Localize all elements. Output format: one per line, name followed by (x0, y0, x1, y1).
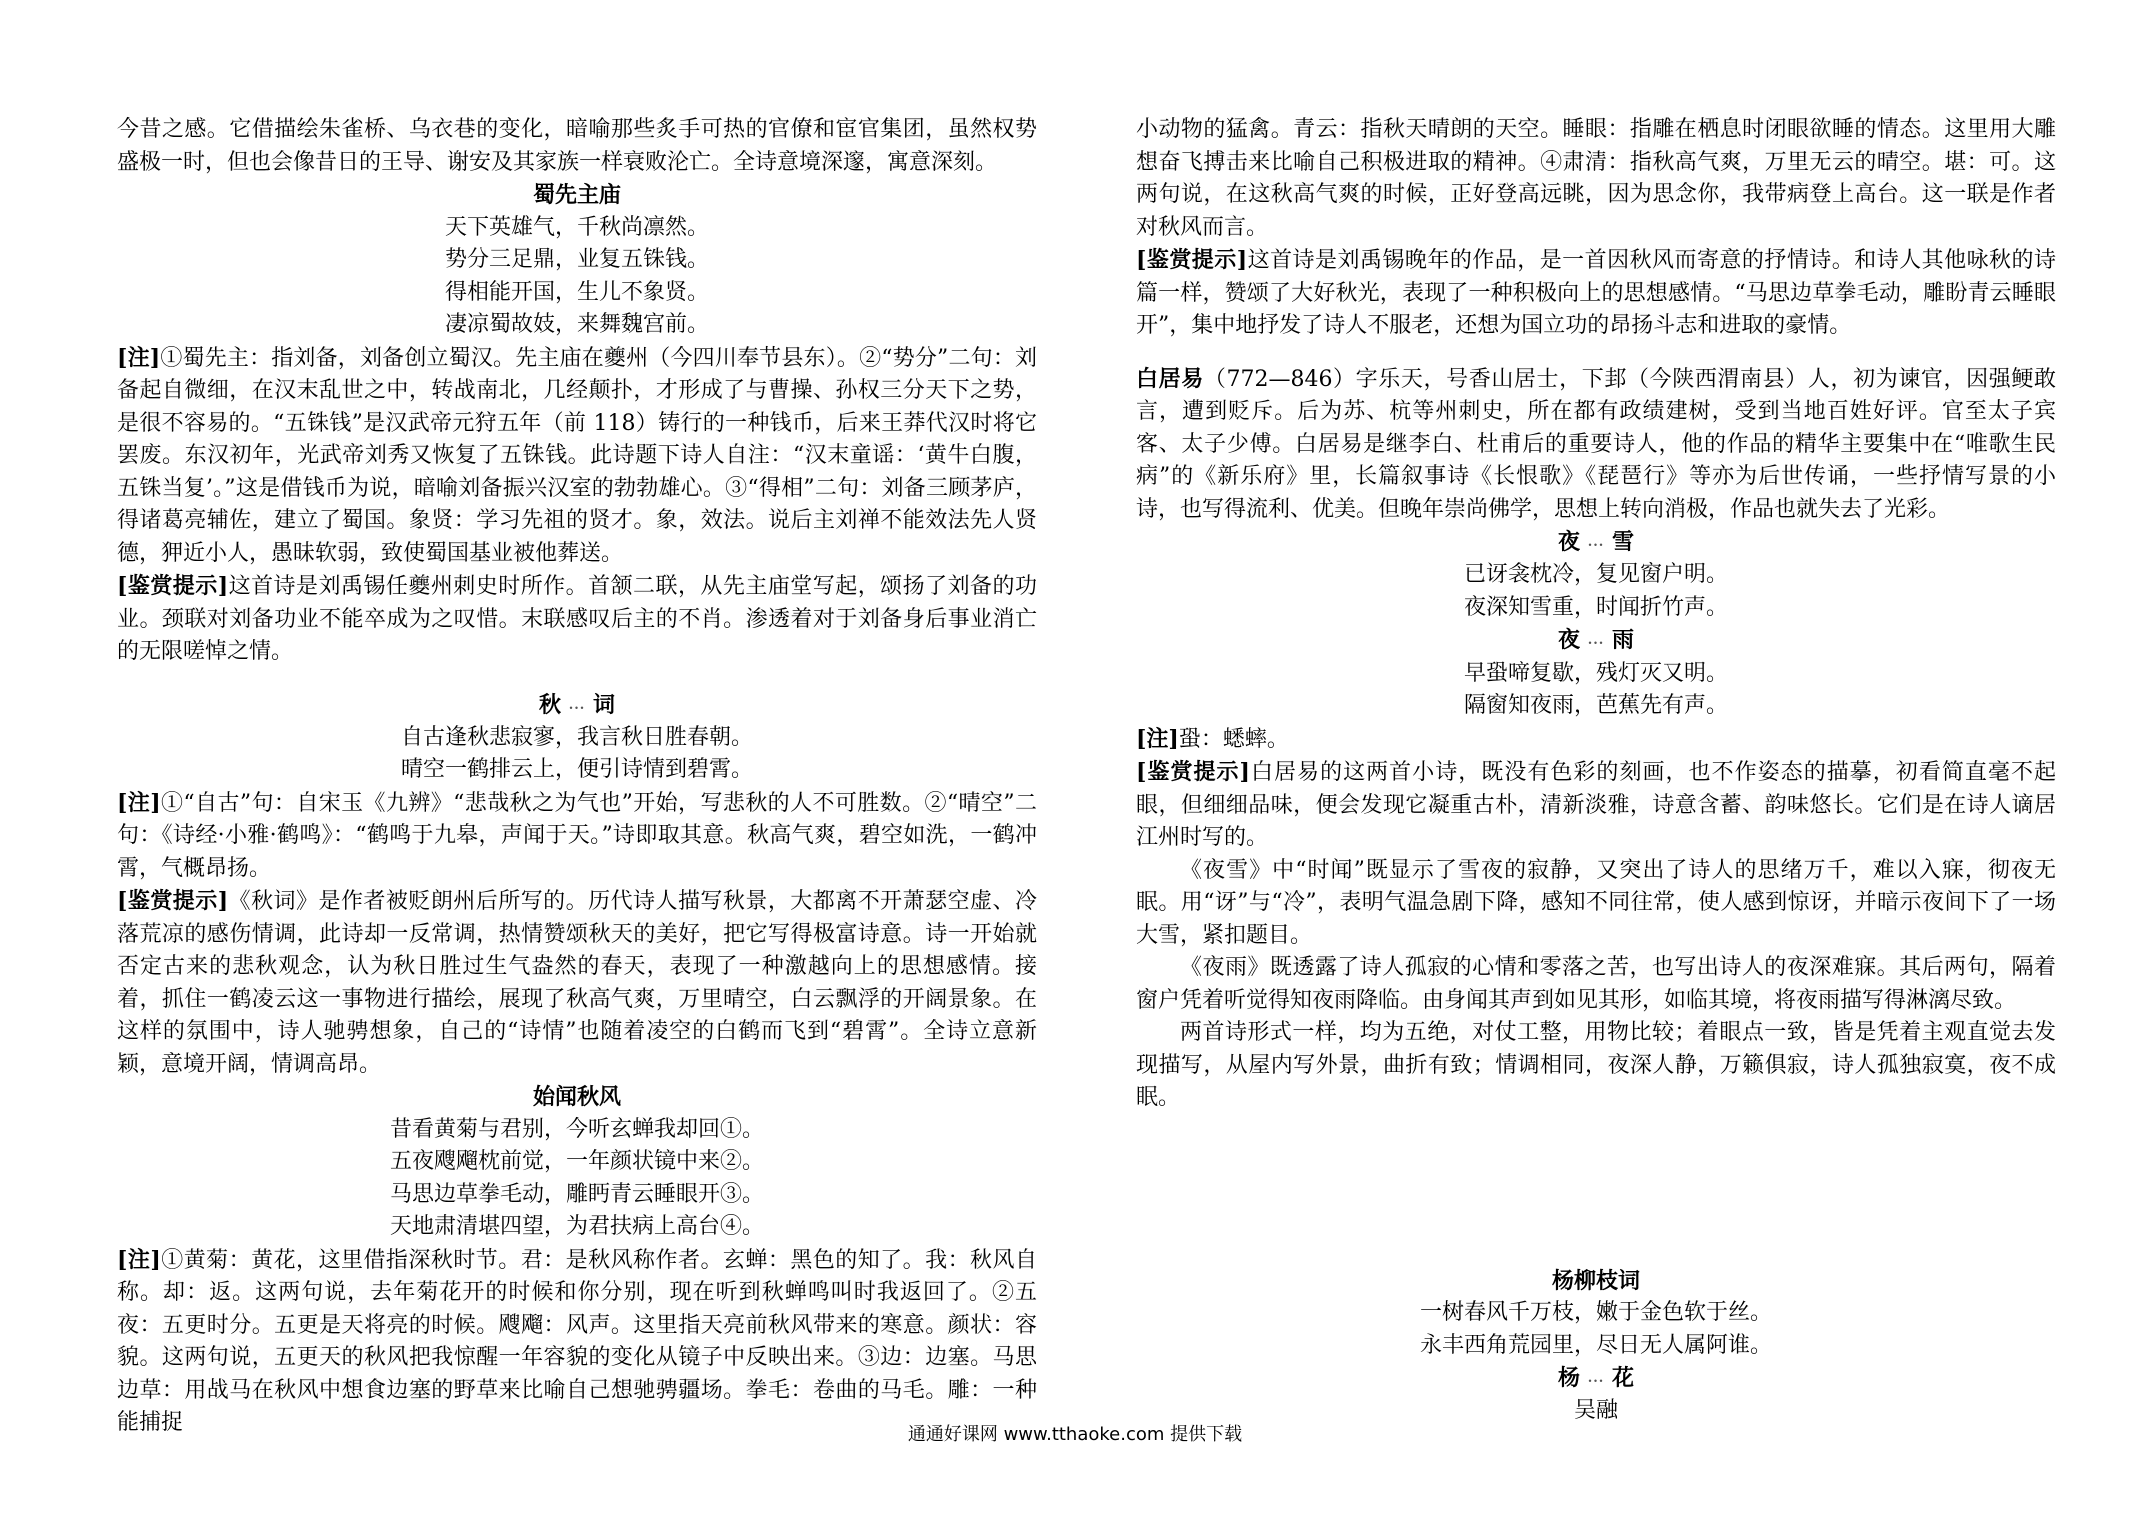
poem-line: 天下英雄气，千秋尚凛然。 (444, 214, 709, 240)
poem-title-shiwenqiufeng: 始闻秋风 (532, 1084, 621, 1111)
spacer (117, 669, 1037, 689)
note-tag: [注] (117, 1246, 161, 1273)
appreciation-tag: [鉴赏提示] (1136, 759, 1250, 785)
note-paragraph (1136, 723, 2056, 757)
note-paragraph (117, 1244, 1037, 1440)
poem-line: 得相能开国，生儿不象贤。 (444, 279, 709, 305)
body-paragraph: 两首诗形式一样，均为五绝，对仗工整，用物比较；着眼点一致，皆是凭着主观直觉去发现描写，从屋内写外景，曲折有致；情调相同，夜深人静，万籁俱寂，诗人孤独寂寞，夜不成眠。 (1136, 1020, 2056, 1110)
poem-line: 晴空一鹤排云上，便引诗情到碧霄。 (400, 757, 753, 783)
intro-text: 今昔之感。它借描绘朱雀桥、乌衣巷的变化，暗喻那些炙手可热的官僚和宦官集团，虽然权势盛极一时，但也会像昔日的王导、谢安及其家族一样衰败沦亡。全诗意境深邃，寓意深刻。 (117, 117, 1037, 175)
poem-title-yeyu: 夜 ... 雨 (1558, 627, 1634, 654)
poem-title-yanghua: 杨 ... 花 (1558, 1365, 1634, 1391)
poem-line: 已讶衾枕冷，复见窗户明。 (1463, 562, 1728, 588)
author-bio (1136, 363, 2056, 527)
poem-line: 凄凉蜀故妓，来舞魏宫前。 (444, 312, 709, 337)
poem-line: 昔看黄菊与君别，今听玄蝉我却回①。 (389, 1116, 764, 1142)
poem-line: 马思边草拳毛动，雕眄青云睡眼开③。 (389, 1181, 764, 1207)
poem-line: 夜深知雪重，时闻折竹声。 (1463, 594, 1728, 620)
bio-text: （772—846）字乐天，号香山居士，下邽（今陕西渭南县）人，初为谏官，因强鲠敢言，遭到贬斥。后为苏、杭等州刺史，所在都有政绩建树，受到当地百姓好评。官至太子宾客、太子少傅。白居易是继李白、杜甫后的重要诗人，他的作品的精华主要集中在“唯歌生民病”的《新乐府》里，长篇叙事诗《长恨歌》《琵琶行》等亦为后世传诵，一些抒情写景的小诗，也写得流利、优美。但晚年崇尚佛学，思想上转向消极，作品也就失去了光彩。 (1136, 366, 2056, 522)
appreciation-tag: [鉴赏提示] (117, 573, 229, 599)
appreciation-text: 这首诗是刘禹锡晚年的作品，是一首因秋风而寄意的抒情诗。和诗人其他咏秋的诗篇一样，赞颂了大好秋光，表现了一种积极向上的思想感情。“马思边草拳毛动，雕盼青云睡眼开”，集中地抒发了诗人不服老，还想为国立功的昂扬斗志和进取的豪情。 (1136, 248, 2056, 338)
spacer (1136, 1115, 2056, 1265)
page-footer: 通通好课网 www.tthaoke.com 提供下载 (907, 1424, 1243, 1445)
poem-author: 吴融 (1573, 1398, 1618, 1424)
poem-line: 一树春风千万枝，嫩于金色软于丝。 (1419, 1300, 1772, 1325)
appreciation-paragraph (1136, 244, 2056, 343)
poem-title-yangliuzhici: 杨柳枝词 (1551, 1267, 1640, 1294)
appreciation-text: 《秋词》是作者被贬朗州后所写的。历代诗人描写秋景，大都离不开萧瑟空虚、冷落荒凉的感伤情调，此诗却一反常调，热情赞颂秋天的美好，把它写得极富诗意。诗一开始就否定古来的悲秋观念，认为秋日胜过生气盎然的春天，表现了一种激越向上的思想感情。接着，抓住一鹤凌云这一事物进行描绘，展现了秋高气爽，万里晴空，白云飘浮的开阔景象。在这样的氛围中，诗人驰骋想象，自己的“诗情”也随着凌空的白鹤而飞到“碧霄”。全诗立意新颖，意境开阔，情调高昂。 (117, 889, 1037, 1077)
body-paragraph: 《夜雨》既透露了诗人孤寂的心情和零落之苦，也写出诗人的夜深难寐。其后两句，隔着窗户凭着听觉得知夜雨降临。由身闻其声到如见其形，如临其境，将夜雨描写得淋漓尽致。 (1136, 955, 2056, 1013)
spacer (1136, 343, 2056, 363)
appreciation-paragraph (117, 885, 1037, 1081)
poem-title-qiuci: 秋 ... 词 (539, 691, 615, 718)
poem-line: 早蛩啼复歇，残灯灭又明。 (1463, 660, 1728, 686)
body-paragraph: 《夜雪》中“时闻”既显示了雪夜的寂静，又突出了诗人的思绪万千，难以入寐，彻夜无眠。用“讶”与“冷”，表明气温急剧下降，感知不同往常，使人感到惊讶，并暗示夜间下了一场大雪，紧扣题目。 (1136, 857, 2056, 948)
appreciation-text: 白居易的这两首小诗，既没有色彩的刻画，也不作姿态的描摹，初看简直毫不起眼，但细细品味，便会发现它凝重古朴，清新淡雅，诗意含蓄、韵味悠长。它们是在诗人谪居江州时写的。 (1136, 760, 2056, 850)
note-continuation: 小动物的猛禽。青云：指秋天晴朗的天空。睡眼：指雕在栖息时闭眼欲睡的情态。这里用大雕想奋飞搏击来比喻自己积极进取的精神。④肃清：指秋高气爽，万里无云的晴空。堪：可。这两句说，在这秋高气爽的时候，正好登高远眺，因为思念你，我带病登上高台。这一联是作者对秋风而言。 (1136, 117, 2056, 240)
note-text: ①蜀先主：指刘备，刘备创立蜀汉。先主庙在夔州（今四川奉节县东）。②“势分”二句：刘备起自微细，在汉末乱世之中，转战南北，几经颠扑，才形成了与曹操、孙权三分天下之势，是很不容易的。“五铢钱”是汉武帝元狩五年（前 118）铸行的一种钱币，后来王莽代汉时将它罢废。东汉初年，光武帝刘秀又恢复了五铢钱。此诗题下诗人自注：“汉末童谣：‘黄牛白腹，五铢当复’。”这是借钱币为说，暗喻刘备振兴汉室的勃勃雄心。③“得相”二句：刘备三顾茅庐，得诸葛亮辅佐，建立了蜀国。象贤：学习先祖的贤才。象，效法。说后主刘禅不能效法先人贤德，狎近小人，愚昧软弱，致使蜀国基业被他葬送。 (117, 345, 1037, 566)
note-tag: [注] (1136, 725, 1179, 752)
appreciation-tag: [鉴赏提示] (117, 888, 229, 915)
poem-line: 隔窗知夜雨，芭蕉先有声。 (1463, 693, 1728, 718)
left-column (117, 114, 1037, 1440)
poem-title-shuxianzhumiao: 蜀先主庙 (532, 182, 621, 208)
note-tag: [注] (117, 789, 161, 816)
appreciation-paragraph (1136, 756, 2056, 855)
poem-title-yexue: 夜 ... 雪 (1558, 529, 1634, 555)
poem-line: 永丰西角荒园里，尽日无人属阿谁。 (1419, 1332, 1772, 1358)
appreciation-tag: [鉴赏提示] (1136, 247, 1248, 273)
note-tag: [注] (117, 344, 161, 371)
poem-line: 自古逢秋悲寂寥，我言秋日胜春朝。 (400, 724, 753, 750)
note-paragraph (117, 787, 1037, 886)
note-text: 蛩：蟋蟀。 (1178, 726, 1289, 752)
poem-line: 五夜飕飗枕前觉，一年颜状镜中来②。 (389, 1149, 764, 1175)
note-paragraph (117, 342, 1037, 571)
right-column (1136, 114, 2056, 1428)
appreciation-text: 这首诗是刘禹锡任夔州刺史时所作。首颔二联，从先主庙堂写起，颂扬了刘备的功业。颈联对刘备功业不能卒成为之叹惜。末联感叹后主的不肖。渗透着对于刘备身后事业消亡的无限嗟悼之情。 (117, 574, 1037, 664)
appreciation-paragraph (117, 570, 1037, 669)
note-text: ①黄菊：黄花，这里借指深秋时节。君：是秋风称作者。玄蝉：黑色的知了。我：秋风自称。却：返。这两句说，去年菊花开的时候和你分别，现在听到秋蝉鸣叫时我返回了。②五夜：五更时分。五更是天将亮的时候。飕飗：风声。这里指天亮前秋风带来的寒意。颜状：容貌。这两句说，五更天的秋风把我惊醒一年容貌的变化从镜子中反映出来。③边：边塞。马思边草：用战马在秋风中想食边塞的野草来比喻自己想驰骋疆场。拳毛：卷曲的马毛。雕：一种能捕捉 (117, 1247, 1037, 1436)
note-text: ①“自古”句：自宋玉《九辨》“悲哉秋之为气也”开始，写悲秋的人不可胜数。②“晴空”二句：《诗经·小雅·鹤鸣》：“鹤鸣于九皋，声闻于天。”诗即取其意。秋高气爽，碧空如洗，一鹤冲霄，气概昂扬。 (117, 790, 1037, 881)
poem-line: 天地肃清堪四望，为君扶病上高台④。 (389, 1214, 764, 1240)
poem-line: 势分三足鼎，业复五铢钱。 (444, 247, 709, 272)
author-name: 白居易 (1136, 365, 1204, 392)
